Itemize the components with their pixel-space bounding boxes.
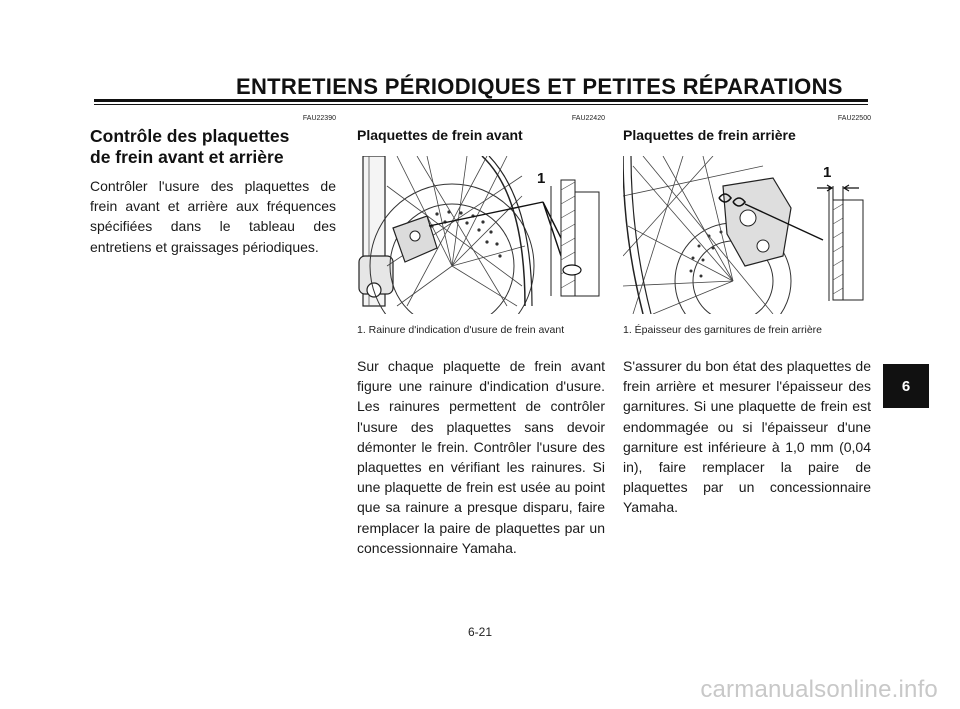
section-overview [90,114,336,257]
figure-callout-number: 1 [537,170,546,187]
front-brake-figure [357,156,605,314]
section-heading: Plaquettes de frein arrière [623,127,796,143]
page-number: 6-21 [467,625,493,639]
figure-caption: 1. Rainure d'indication d'usure de frein avant [357,324,565,336]
rear-brake-illustration [623,156,871,314]
section-heading: Plaquettes de frein avant [357,127,523,143]
figure-callout-number: 1 [823,164,832,181]
chapter-tab: 6 [883,364,929,408]
header-rule [94,99,868,102]
section-heading [90,126,336,168]
section-rear-pads [623,114,871,516]
section-code: FAU22500 [837,115,871,122]
front-brake-illustration [357,156,605,314]
section-body: Contrôler l'usure des plaquettes de frein avant et arrière aux fréquences spécifiées dans le tableau des entretiens et graissages périodiques. [90,178,336,255]
header-rule-thin [94,104,868,105]
heading-line-2: de frein avant et arrière [90,147,284,167]
section-body: S'assurer du bon état des plaquettes de frein arrière et mesurer l'épaisseur des garnitures. Si une plaquette de frein est endommagée ou si l'épaisseur d'une garniture est inférieure à 1,0 mm (0,04 in), faire remplacer la paire de plaquettes par un concessionnaire Yamaha. [623,358,871,516]
heading-line-1: Contrôle des plaquettes [90,126,290,146]
rear-brake-figure [623,156,871,314]
section-front-pads [357,114,605,556]
section-code: FAU22420 [571,115,605,122]
section-code: FAU22390 [302,115,336,122]
watermark: carmanualsonline.info [700,676,938,703]
page-header-title: ENTRETIENS PÉRIODIQUES ET PETITES RÉPARATIONS [236,74,843,99]
section-body: Sur chaque plaquette de frein avant figure une rainure d'indication d'usure. Les rainures permettent de contrôler l'usure des plaquettes sans devoir démonter le frein. Contrôler l'usure des plaquettes en vérifiant les rainures. Si une plaquette de frein est usée au point que sa rainure a presque disparu, faire remplacer la paire de plaquettes par un concessionnaire Yamaha. [357,358,605,556]
figure-caption: 1. Épaisseur des garnitures de frein arrière [623,324,823,336]
